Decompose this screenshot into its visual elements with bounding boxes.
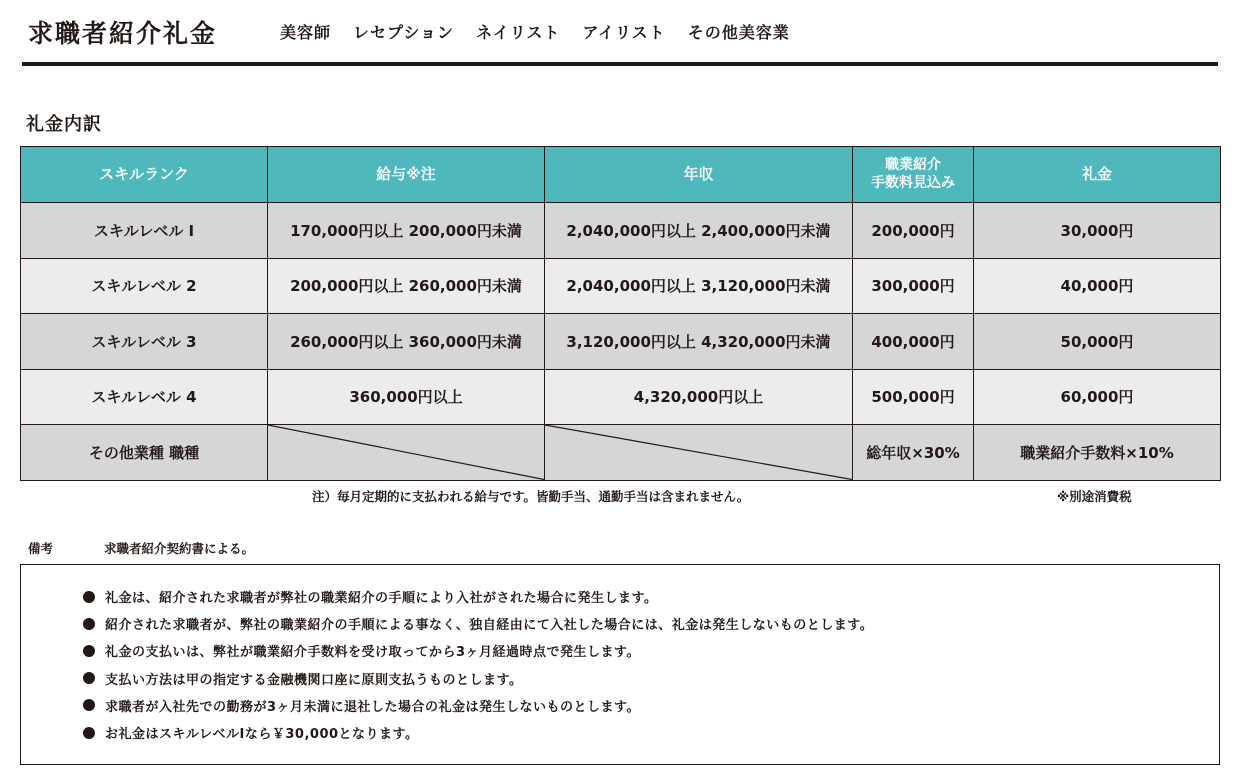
rule-text: 支払い方法は甲の指定する金融機関口座に原則支払うものとします。: [105, 672, 523, 688]
table-row: [21, 314, 1221, 370]
page-title: 求職者紹介礼金: [28, 19, 218, 48]
bullet-icon: [83, 618, 95, 630]
cell-salary-empty: [268, 425, 545, 481]
cell-salary: 360,000円以上: [268, 369, 545, 425]
cell-skill-rank: スキルレベル 3: [21, 314, 268, 370]
cell-salary: 260,000円以上 360,000円未満: [268, 314, 545, 370]
cell-skill-rank: スキルレベル Ⅰ: [21, 203, 268, 259]
table-header-row: [21, 147, 1221, 203]
list-item: [83, 692, 873, 719]
list-item: [83, 719, 873, 746]
list-item: [83, 665, 873, 692]
bullet-icon: [83, 645, 95, 657]
table-row: [21, 425, 1221, 481]
nav-item-other-beauty[interactable]: その他美容業: [687, 23, 790, 42]
nav-item-beautician[interactable]: 美容師: [280, 23, 332, 42]
column-header-reward: 礼金: [974, 147, 1221, 203]
rule-text: 礼金の支払いは、弊社が職業紹介手数料を受け取ってから3ヶ月経過時点で発生します。: [105, 645, 641, 661]
list-item: [83, 610, 873, 637]
cell-annual-income: 3,120,000円以上 4,320,000円未満: [545, 314, 853, 370]
list-item: [83, 583, 873, 610]
rules-box: [20, 564, 1220, 765]
rules-list: [83, 583, 873, 746]
cell-annual-income: 2,040,000円以上 3,120,000円未満: [545, 258, 853, 314]
cell-reward: 30,000円: [974, 203, 1221, 259]
category-nav: [280, 20, 790, 43]
cell-skill-rank: その他業種 職種: [21, 425, 268, 481]
nav-item-eyelist[interactable]: アイリスト: [582, 23, 666, 42]
bullet-icon: [83, 591, 95, 603]
rule-text: 紹介された求職者が、弊社の職業紹介の手順による事なく、独自経由にて入社した場合には、礼金は発生しないものとします。: [105, 618, 874, 634]
column-header-skill-rank: スキルランク: [21, 147, 268, 203]
fee-table: [20, 146, 1221, 481]
cell-fee-estimate: 200,000円: [853, 203, 974, 259]
bullet-icon: [83, 699, 95, 711]
bullet-icon: [83, 727, 95, 739]
salary-note: 注）毎月定期的に支払われる給与です。皆勤手当、通勤手当は含まれません。: [312, 489, 750, 504]
remarks-label: 備考: [28, 541, 54, 556]
list-item: [83, 637, 873, 664]
cell-reward: 60,000円: [974, 369, 1221, 425]
cell-salary: 200,000円以上 260,000円未満: [268, 258, 545, 314]
bullet-icon: [83, 672, 95, 684]
rule-text: 礼金は、紹介された求職者が弊社の職業紹介の手順により入社がされた場合に発生します。: [105, 591, 658, 607]
cell-salary: 170,000円以上 200,000円未満: [268, 203, 545, 259]
cell-annual-income: 2,040,000円以上 2,400,000円未満: [545, 203, 853, 259]
rule-text: お礼金はスキルレベルⅠなら￥30,000となります。: [105, 727, 419, 743]
section-title: 礼金内訳: [26, 114, 102, 135]
cell-fee-estimate: 500,000円: [853, 369, 974, 425]
column-header-salary: 給与※注: [268, 147, 545, 203]
cell-reward: 50,000円: [974, 314, 1221, 370]
diagonal-slash: [545, 425, 852, 480]
cell-reward: 職業紹介手数料×10%: [974, 425, 1221, 481]
cell-annual-income: 4,320,000円以上: [545, 369, 853, 425]
table-row: [21, 369, 1221, 425]
table-row: [21, 258, 1221, 314]
cell-annual-income-empty: [545, 425, 853, 481]
nav-item-reception[interactable]: レセプション: [353, 23, 455, 42]
remarks-text: 求職者紹介契約書による。: [104, 541, 255, 556]
column-header-fee-estimate: 職業紹介 手数料見込み: [853, 147, 974, 203]
page-header: [22, 8, 1218, 66]
cell-fee-estimate: 総年収×30%: [853, 425, 974, 481]
diagonal-slash: [268, 425, 544, 480]
tax-note: ※別途消費税: [1057, 489, 1132, 504]
cell-skill-rank: スキルレベル 4: [21, 369, 268, 425]
cell-fee-estimate: 400,000円: [853, 314, 974, 370]
rule-text: 求職者が入社先での勤務が3ヶ月未満に退社した場合の礼金は発生しないものとします。: [105, 699, 641, 715]
column-header-annual-income: 年収: [545, 147, 853, 203]
cell-reward: 40,000円: [974, 258, 1221, 314]
cell-skill-rank: スキルレベル 2: [21, 258, 268, 314]
table-row: [21, 203, 1221, 259]
nav-item-nailist[interactable]: ネイリスト: [476, 23, 561, 42]
cell-fee-estimate: 300,000円: [853, 258, 974, 314]
